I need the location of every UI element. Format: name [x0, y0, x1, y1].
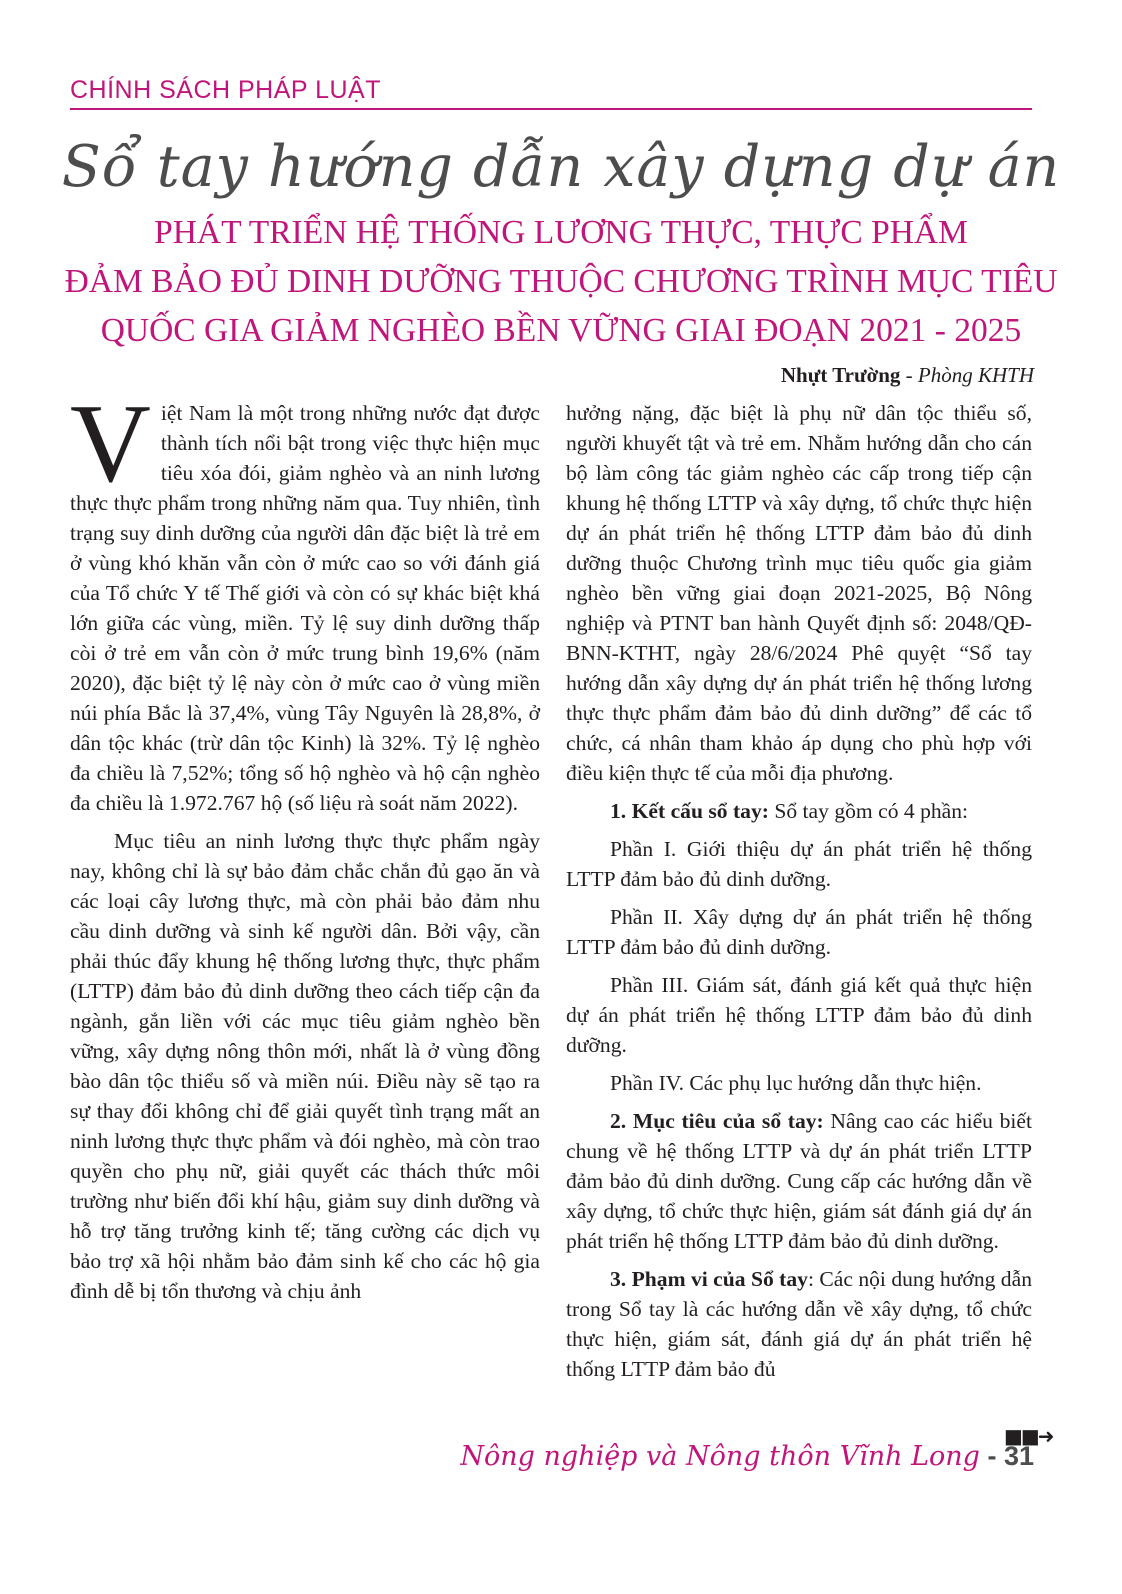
title-line-2: ĐẢM BẢO ĐỦ DINH DƯỠNG THUỘC CHƯƠNG TRÌNH MỤC TIÊU	[64, 263, 1058, 300]
article-column-left	[70, 382, 540, 1314]
section-structure-heading: 1. Kết cấu sổ tay:	[610, 799, 769, 823]
footer-separator: -	[979, 1441, 1004, 1471]
section-objectives-heading: 2. Mục tiêu của sổ tay:	[610, 1109, 824, 1133]
title-line-1: PHÁT TRIỂN HỆ THỐNG LƯƠNG THỰC, THỰC PHẨM	[154, 214, 968, 251]
paragraph-intro	[70, 382, 540, 818]
article-title-script: Sổ tay hướng dẫn xây dựng dự án	[61, 134, 1061, 200]
magazine-name: Nông nghiệp và Nông thôn Vĩnh Long	[460, 1441, 980, 1472]
paragraph-decision: hưởng nặng, đặc biệt là phụ nữ dân tộc thiểu số, người khuyết tật và trẻ em. Nhằm hướng dẫn cho cán bộ làm công tác giảm nghèo các cấp trong tiếp cận khung hệ thống LTTP và xây dựng, tổ chức thực hiện dự án phát triển hệ thống LTTP đảm bảo đủ dinh dưỡng thuộc Chương trình mục tiêu quốc gia giảm nghèo bền vững giai đoạn 2021-2025, Bộ Nông nghiệp và PTNT ban hành Quyết định số: 2048/QĐ-BNN-KTHT, ngày 28/6/2024 Phê quyệt “Sổ tay hướng dẫn xây dựng dự án phát triển hệ thống lương thực thực phẩm đảm bảo đủ dinh dưỡng” để các tổ chức, cá nhân tham khảo áp dụng cho phù hợp với điều kiện thực tế của mỗi địa phương.	[566, 401, 1032, 785]
section-scope	[566, 1264, 1032, 1384]
paragraph-food-security: Mục tiêu an ninh lương thực thực phẩm ngày nay, không chỉ là sự bảo đảm chắc chắn đủ gạo ăn và các loại cây lương thực, mà còn phải bảo đảm nhu cầu dinh dưỡng và sinh kế người dân. Bởi vậy, cần phải thúc đẩy khung hệ thống lương thực, thực phẩm (LTTP) đảm bảo đủ dinh dưỡng theo cách tiếp cận đa ngành, gắn liền với các mục tiêu giảm nghèo bền vững, xây dựng nông thôn mới, nhất là ở vùng đồng bào dân tộc thiểu số và miền núi. Điều này sẽ tạo ra sự thay đổi không chỉ để giải quyết tình trạng mất an ninh lương thực thực phẩm và đói nghèo, mà còn trao quyền cho phụ nữ, giải quyết các thách thức môi trường như biến đổi khí hậu, giảm suy dinh dưỡng và hỗ trợ tăng trưởng kinh tế; tăng cường các dịch vụ bảo trợ xã hội nhằm bảo đảm sinh kế cho các hộ gia đình dễ bị tổn thương và chịu ảnh	[70, 829, 540, 1303]
paragraph-intro-text: iệt Nam là một trong những nước đạt được thành tích nổi bật trong việc thực hiện mục tiêu xóa đói, giảm nghèo và an ninh lương thực thực phẩm trong những năm qua. Tuy nhiên, tình trạng suy dinh dưỡng của người dân đặc biệt là trẻ em ở vùng khó khăn vẫn còn ở mức cao so với đánh giá của Tổ chức Y tế Thế giới và còn có sự khác biệt khá lớn giữa các vùng, miền. Tỷ lệ suy dinh dưỡng thấp còi ở trẻ em vẫn còn ở mức trung bình 19,6% (năm 2020), đặc biệt tỷ lệ này còn ở mức cao ở vùng miền núi phía Bắc là 37,4%, vùng Tây Nguyên là 28,8%, ở dân tộc khác (trừ dân tộc Kinh) là 32%. Tỷ lệ nghèo đa chiều là 7,52%; tổng số hộ nghèo và hộ cận nghèo đa chiều là 1.972.767 hộ (số liệu rà soát năm 2022).	[70, 401, 540, 815]
section-objectives	[566, 1106, 1032, 1256]
list-item-part-4: Phần IV. Các phụ lục hướng dẫn thực hiện.	[610, 1071, 982, 1095]
author-department: Phòng KHTH	[917, 363, 1034, 387]
section-divider	[70, 108, 1032, 110]
article-column-right	[566, 398, 1032, 1392]
byline-separator: -	[900, 363, 918, 387]
list-item-part-2: Phần II. Xây dựng dự án phát triển hệ thống LTTP đảm bảo đủ dinh dưỡng.	[566, 905, 1032, 959]
section-structure-text: Sổ tay gồm có 4 phần:	[768, 799, 969, 823]
list-item-part-3: Phần III. Giám sát, đánh giá kết quả thực hiện dự án phát triển hệ thống LTTP đảm bảo đủ dinh dưỡng.	[566, 973, 1032, 1057]
page-number: 31	[1003, 1441, 1034, 1471]
section-structure	[566, 796, 1032, 826]
section-scope-text: : Các nội dung hướng dẫn trong Sổ tay là các hướng dẫn về xây dựng, tổ chức thực hiện, giám sát, đánh giá dự án phát triển hệ thống LTTP đảm bảo đủ	[566, 1267, 1032, 1381]
author-name: Nhựt Trường	[780, 363, 901, 387]
page-footer	[460, 1441, 1034, 1472]
section-label: CHÍNH SÁCH PHÁP LUẬT	[70, 76, 381, 104]
article-title	[60, 208, 1062, 355]
drop-cap: V	[70, 382, 151, 506]
section-objectives-text: Nâng cao các hiểu biết chung về hệ thống LTTP và dự án phát triển LTTP đảm bảo đủ dinh dưỡng. Cung cấp các hướng dẫn về xây dựng, tổ chức thực hiện, giám sát đánh giá dự án phát triển hệ thống LTTP đảm bảo đủ dinh dưỡng.	[566, 1109, 1032, 1253]
title-line-3: QUỐC GIA GIẢM NGHÈO BỀN VỮNG GIAI ĐOẠN 2021 - 2025	[100, 312, 1022, 349]
section-scope-heading: 3. Phạm vi của Sổ tay	[610, 1267, 808, 1291]
arrow-right-icon: ■■➜	[1004, 1424, 1053, 1448]
byline	[781, 363, 1034, 388]
list-item-part-1: Phần I. Giới thiệu dự án phát triển hệ thống LTTP đảm bảo đủ dinh dưỡng.	[566, 837, 1032, 891]
